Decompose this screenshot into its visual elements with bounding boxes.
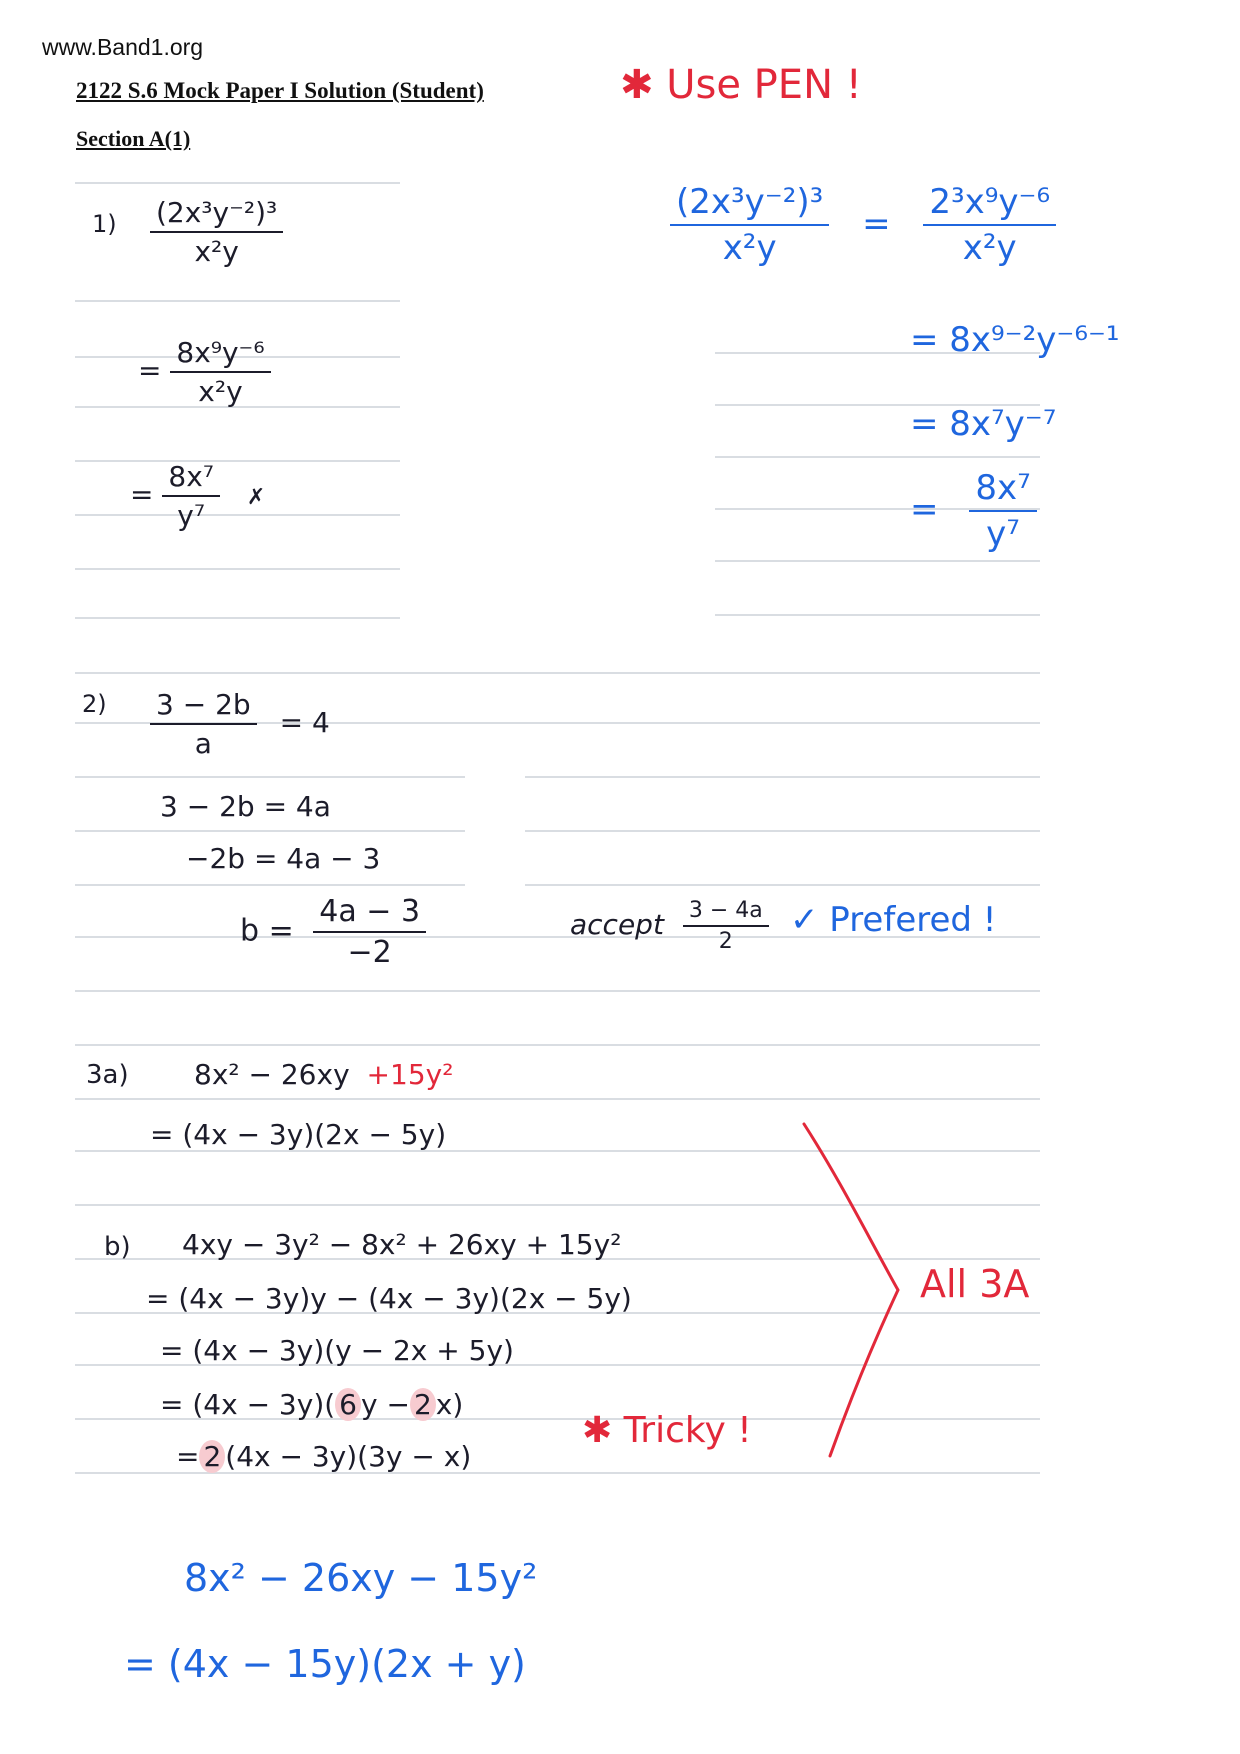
page-title: 2122 S.6 Mock Paper I Solution (Student) — [76, 78, 484, 103]
all-3a-note: All 3A — [920, 1262, 1030, 1306]
q3b-label: b) — [104, 1232, 131, 1262]
q1-teacher-line4: = $\frac{\text{8x⁷}}{\text{y⁷}}$ — [910, 468, 1037, 554]
q3b-expression: 4xy − 3y² − 8x² + 26xy + 15y² — [182, 1228, 622, 1261]
q3a-line1: = (4x − 3y)(2x − 5y) — [150, 1118, 447, 1151]
wrong-mark-icon: ✗ — [246, 485, 266, 510]
q2-line3: b = $\frac{4a - 3}{-2}$ — [240, 894, 426, 970]
teacher-bottom-line1: 8x² − 26xy − 15y² — [184, 1556, 538, 1600]
q3a-expression: 8x² − 26xy +15y² — [194, 1058, 454, 1091]
q2-accept-note: accept $\frac{3 - 4a}{2}$ — [570, 898, 769, 954]
section-heading: Section A(1) — [76, 126, 191, 151]
q3b-line3: = (4x − 3y)( 6 y − 2 x) — [160, 1388, 464, 1421]
q2-label: 2) — [82, 690, 107, 718]
q3b-line1: = (4x − 3y)y − (4x − 3y)(2x − 5y) — [146, 1282, 632, 1315]
use-pen-note: ✱ Use PEN ! — [620, 62, 862, 108]
q1-teacher-line3: = 8x⁷y⁻⁷ — [910, 404, 1057, 444]
teacher-bottom-line2: = (4x − 15y)(2x + y) — [124, 1642, 526, 1686]
q3b-line2: = (4x − 3y)(y − 2x + 5y) — [160, 1334, 514, 1367]
q1-expression: $\frac{\text{(2x³y⁻²)³}}{\text{x²y}}$ — [150, 196, 283, 268]
q2-line2: −2b = 4a − 3 — [186, 842, 381, 875]
q2-line1: 3 − 2b = 4a — [160, 790, 331, 823]
q3b-line4: = 2 (4x − 3y)(3y − x) — [176, 1440, 472, 1473]
website-url: www.Band1.org — [42, 34, 204, 60]
q3a-label: 3a) — [86, 1060, 129, 1090]
q1-teacher-line2: = 8x⁹⁻²y⁻⁶⁻¹ — [910, 320, 1120, 360]
q1-label: 1) — [92, 210, 117, 238]
preferred-note: ✓ Prefered ! — [790, 900, 997, 940]
red-brace-icon — [800, 1120, 910, 1460]
q2-expression: $\frac{3 - 2b}{a}$ = 4 — [150, 688, 330, 760]
tricky-note: ✱ Tricky ! — [582, 1410, 752, 1451]
q1-step1: = $\frac{\text{8x⁹y⁻⁶}}{\text{x²y}}$ — [138, 336, 271, 408]
q1-teacher-line1: $\frac{\text{(2x³y⁻²)³}}{\text{x²y}}$ = $\frac{\text{2³x⁹y⁻⁶}}{\text{x²y}}$ — [670, 182, 1056, 268]
q1-step2: = $\frac{\text{8x⁷}}{\text{y⁷}}$ ✗ — [130, 460, 266, 532]
